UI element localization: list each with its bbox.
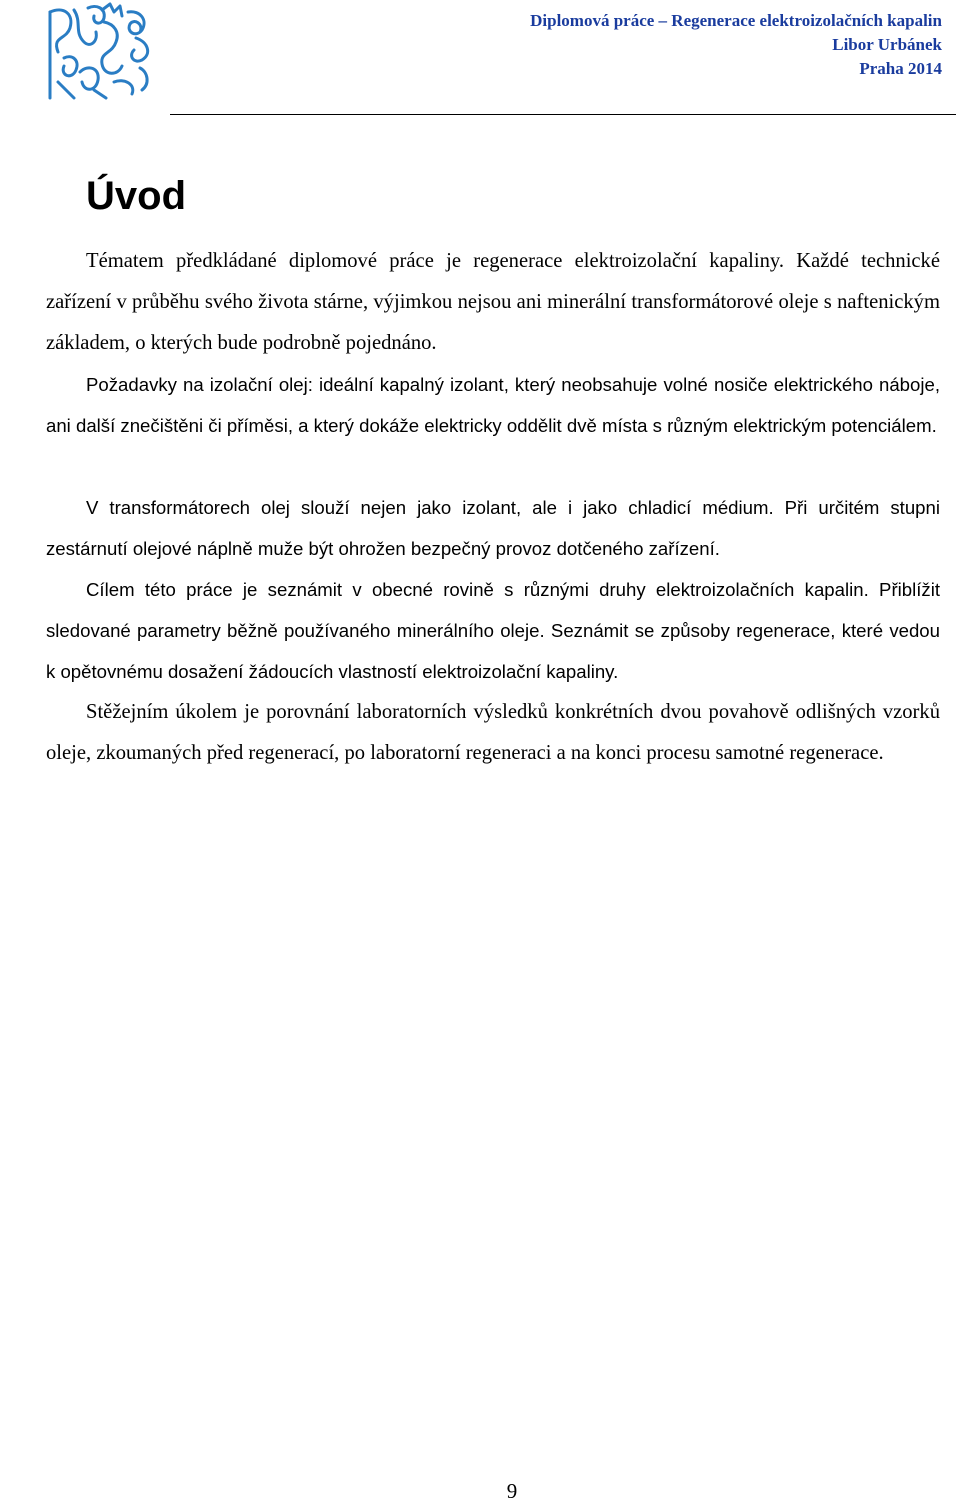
header-title: Diplomová práce – Regenerace elektroizolačních kapalin: [530, 11, 942, 30]
page-number: 9: [506, 1479, 518, 1503]
paragraph-intro: Tématem předkládané diplomové práce je regenerace elektroizolační kapaliny. Každé technické zařízení v průběhu svého života stárne, výjimkou nejsou ani minerální transformátorové oleje s naftenickým základem, o kterých bude podrobně pojednáno.: [46, 250, 940, 354]
running-header: [530, 9, 942, 81]
paragraph-goal: Cílem této práce je seznámit v obecné rovině s různými druhy elektroizolačních kapalin. Přiblížit sledované parametry běžně používaného minerálního oleje. Seznámit se způsoby regenerace, které vedou k opětovnému dosažení žádoucích vlastností elektroizolační kapaliny.: [46, 579, 940, 682]
header-divider: [170, 114, 956, 115]
paragraph-main-task: Stěžejním úkolem je porovnání laboratorních výsledků konkrétních dvou povahově odlišných vzorků oleje, zkoumaných před regenerací, po laboratorní regeneraci a na konci procesu samotné regenerace.: [46, 701, 940, 764]
paragraph-transformers: V transformátorech olej slouží nejen jako izolant, ale i jako chladicí médium. Při určitém stupni zestárnutí olejové náplně muže být ohrožen bezpečný provoz dotčeného zařízení.: [46, 497, 940, 559]
header-author: Libor Urbánek: [832, 35, 942, 54]
paragraph-requirements: Požadavky na izolační olej: ideální kapalný izolant, který neobsahuje volné nosiče elektrického náboje, ani další znečištěni či příměsi, a který dokáže elektricky oddělit dvě místa s různým elektrickým potenciálem.: [46, 374, 940, 436]
ctu-lion-logo-icon: [44, 2, 160, 102]
header-place-year: Praha 2014: [859, 59, 942, 78]
page-title: Úvod: [86, 174, 186, 218]
